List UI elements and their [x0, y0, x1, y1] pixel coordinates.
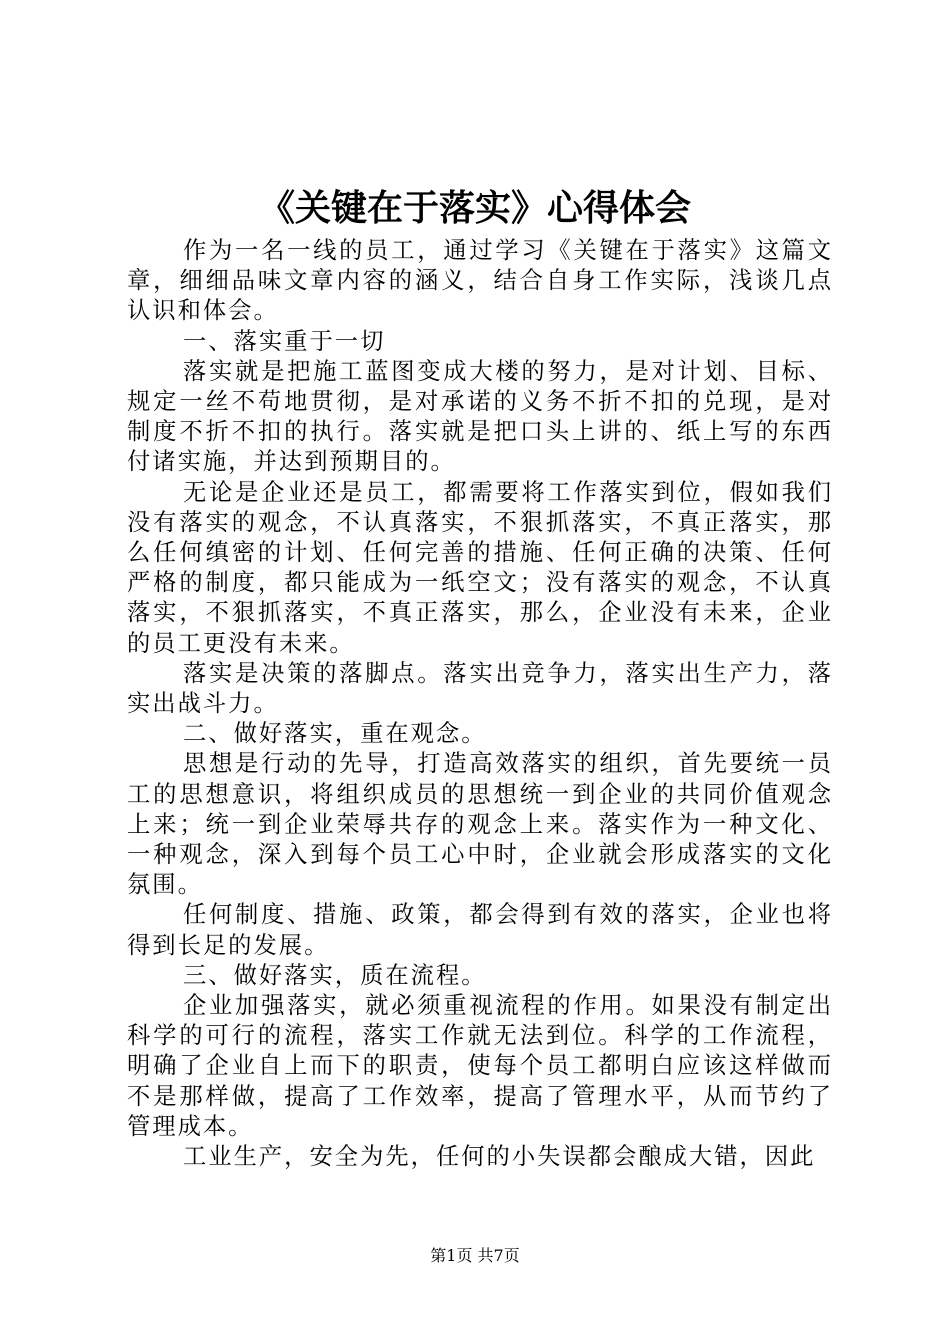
section-heading: 二、做好落实，重在观念。	[183, 720, 487, 748]
paragraph: 落实是决策的落脚点。落实出竞争力，落实出生产力，落实出战斗力。	[127, 659, 833, 718]
paragraph: 任何制度、措施、政策，都会得到有效的落实，企业也将得到长足的发展。	[127, 901, 833, 959]
paragraph: 落实就是把施工蓝图变成大楼的努力，是对计划、目标、规定一丝不苟地贯彻，是对承诺的义务不折不扣的兑现，是对制度不折不扣的执行。落实就是把口头上讲的、纸上写的东西付诸实施，并达到预期目的。	[127, 357, 833, 476]
paragraph: 无论是企业还是员工，都需要将工作落实到位，假如我们没有落实的观念，不认真落实，不狠抓落实，不真正落实，那么任何缜密的计划、任何完善的措施、任何正确的决策、任何严格的制度，都只能成为一纸空文；没有落实的观念，不认真落实，不狠抓落实，不真正落实，那么，企业没有未来，企业的员工更没有未来。	[127, 478, 833, 657]
paragraph: 企业加强落实，就必须重视流程的作用。如果没有制定出科学的可行的流程，落实工作就无法到位。科学的工作流程，明确了企业自上而下的职责，使每个员工都明白应该这样做而不是那样做，提高了工作效率，提高了管理水平，从而节约了管理成本。	[127, 992, 833, 1140]
paragraph: 思想是行动的先导，打造高效落实的组织，首先要统一员工的思想意识，将组织成员的思想统一到企业的共同价值观念上来；统一到企业荣辱共存的观念上来。落实作为一种文化、一种观念，深入到每个员工心中时，企业就会形成落实的文化氛围。	[127, 750, 833, 899]
section-heading: 三、做好落实，质在流程。	[183, 961, 487, 989]
page-footer: 第1页 共7页	[430, 1246, 520, 1265]
paragraph: 工业生产，安全为先，任何的小失误都会酿成大错，因此	[183, 1143, 816, 1171]
document-body	[127, 236, 833, 1172]
paragraph: 作为一名一线的员工，通过学习《关键在于落实》这篇文章，细细品味文章内容的涵义，结合自身工作实际，浅谈几点认识和体会。	[127, 237, 833, 325]
section-heading: 一、落实重于一切	[183, 327, 386, 355]
document-title: 《关键在于落实》心得体会	[258, 187, 691, 229]
